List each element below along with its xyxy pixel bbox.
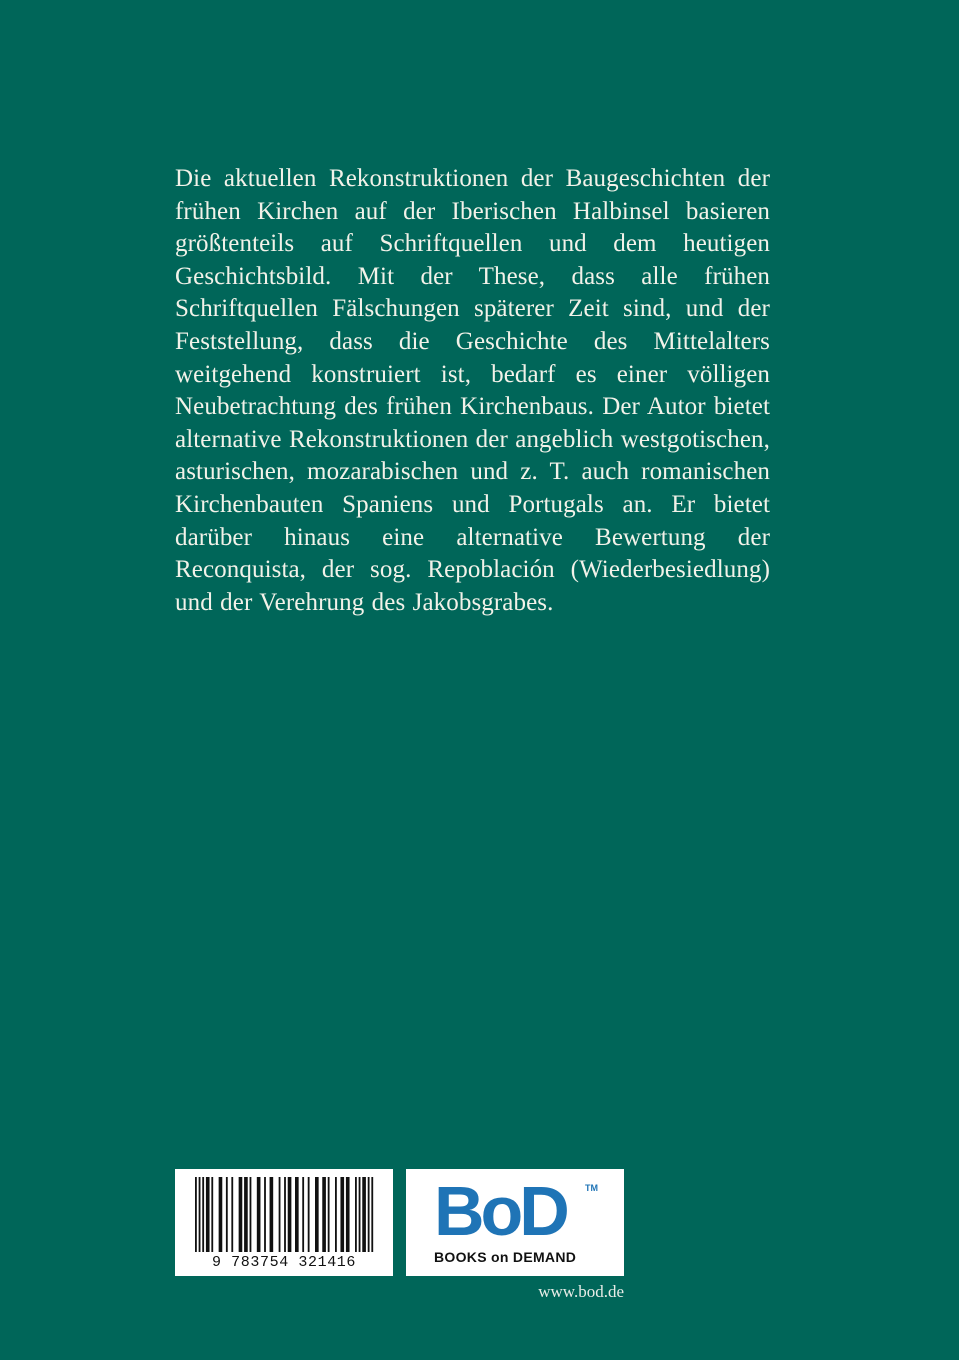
barcode-bar [335, 1177, 337, 1252]
barcode-bar [328, 1177, 330, 1252]
barcode-bar [206, 1177, 210, 1252]
barcode-bar [295, 1177, 299, 1252]
barcode-bar [211, 1177, 213, 1252]
barcode-bar [279, 1177, 281, 1252]
barcode-bar [368, 1177, 370, 1252]
publisher-logo-box [406, 1169, 624, 1276]
barcode-bar [371, 1177, 373, 1252]
barcode-bar [239, 1177, 243, 1252]
barcode-bar [202, 1177, 204, 1252]
barcode-bar [250, 1177, 252, 1252]
barcode-bar [340, 1177, 344, 1252]
barcode-bar [219, 1177, 223, 1252]
barcode-bar [199, 1177, 201, 1252]
bod-logo: BoD [434, 1172, 566, 1250]
barcode-bar [195, 1177, 197, 1252]
barcode-bar [257, 1177, 261, 1252]
publisher-tagline: BOOKS on DEMAND [434, 1249, 577, 1265]
barcode-bar [346, 1177, 350, 1252]
barcode-bar [359, 1177, 361, 1252]
barcode-bar [231, 1177, 233, 1252]
barcode-bar [264, 1177, 266, 1252]
isbn-barcode [175, 1169, 393, 1276]
barcode-bar [270, 1177, 274, 1252]
isbn-digits: 9 783754 321416 [211, 1254, 357, 1271]
barcode-bar [362, 1177, 366, 1252]
barcode-bar [355, 1177, 357, 1252]
barcode-bar [284, 1177, 286, 1252]
barcode-bar [308, 1177, 310, 1252]
barcode-bar [302, 1177, 304, 1252]
publisher-website: www.bod.de [538, 1282, 624, 1301]
barcode-bars [175, 1169, 393, 1259]
barcode-bar [244, 1177, 248, 1252]
back-cover-blurb: Die aktuellen Rekonstruktionen der Baugeschichten der frühen Kirchen auf der Iberischen Halbinsel basieren größtenteils auf Schriftquellen und dem heutigen Geschichtsbild. Mit der These, dass alle frühen Schriftquellen Fälschungen späterer Zeit sind, und der Feststellung, dass die Geschichte des Mittelalters weitgehend konstruiert ist, bedarf es einer völligen Neubetrachtung des frühen Kirchenbaus. Der Autor bietet alternative Rekonstruktionen der angeblich westgotischen, asturischen, mozarabischen und z. T. auch romanischen Kirchenbauten Spaniens und Portugals an. Er bietet darüber hinaus eine alternative Bewertung der Reconquista, der sog. Repoblación (Wiederbesiedlung) und der Verehrung des Jakobsgrabes. [175, 165, 770, 616]
barcode-bar [322, 1177, 326, 1252]
barcode-bar [226, 1177, 228, 1252]
barcode-bar [315, 1177, 319, 1252]
barcode-bar [288, 1177, 292, 1252]
trademark-mark: TM [585, 1183, 598, 1193]
